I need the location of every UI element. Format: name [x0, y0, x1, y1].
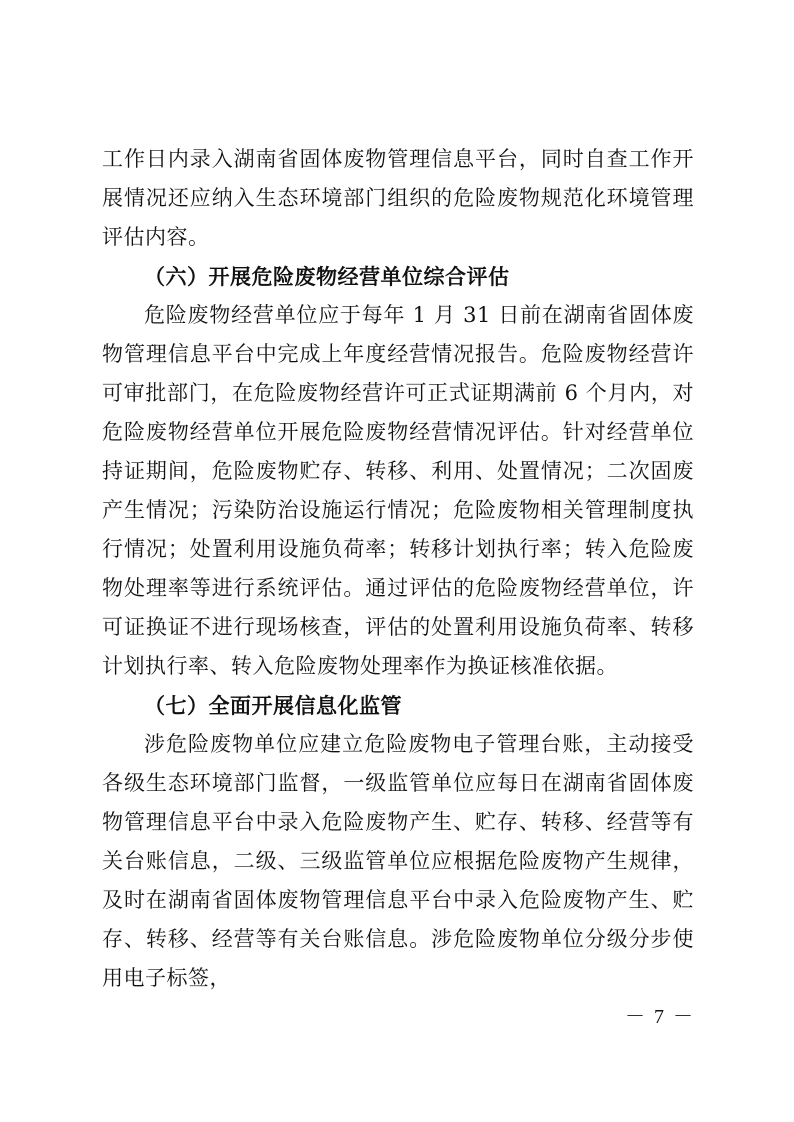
page-number: － 7 －: [625, 1006, 695, 1028]
section-heading-7: （七）全面开展信息化监管: [144, 693, 402, 718]
paragraph-evaluation: 危险废物经营单位应于每年 1 月 31 日前在湖南省固体废物管理信息平台中完成上年度经营情况报告。危险废物经营许可审批部门，在危险废物经营许可正式证期满前 6 个月内，对危险废物经营单位开展危险废物经营情况评估。针对经营单位持证期间，危险废物贮存、转移、利用、处置情况；二次固废产生情况；污染防治设施运行情况；危险废物相关管理制度执行情况；处置利用设施负荷率；转移计划执行率；转入危险废物处理率等进行系统评估。通过评估的危险废物经营单位，许可证换证不进行现场核查，评估的处置利用设施负荷率、转移计划执行率、转入危险废物处理率作为换证核准依据。: [102, 303, 694, 678]
paragraph-continuation: 工作日内录入湖南省固体废物管理信息平台，同时自查工作开展情况还应纳入生态环境部门组织的危险废物规范化环境管理评估内容。: [102, 147, 694, 249]
section-heading-6: （六）开展危险废物经营单位综合评估: [144, 264, 510, 289]
document-body: [102, 140, 694, 998]
paragraph-informatization: 涉危险废物单位应建立危险废物电子管理台账，主动接受各级生态环境部门监督，一级监管单位应每日在湖南省固体废物管理信息平台中录入危险废物产生、贮存、转移、经营等有关台账信息，二级、三级监管单位应根据危险废物产生规律，及时在湖南省固体废物管理信息平台中录入危险废物产生、贮存、转移、经营等有关台账信息。涉危险废物单位分级分步使用电子标签，: [102, 732, 694, 990]
